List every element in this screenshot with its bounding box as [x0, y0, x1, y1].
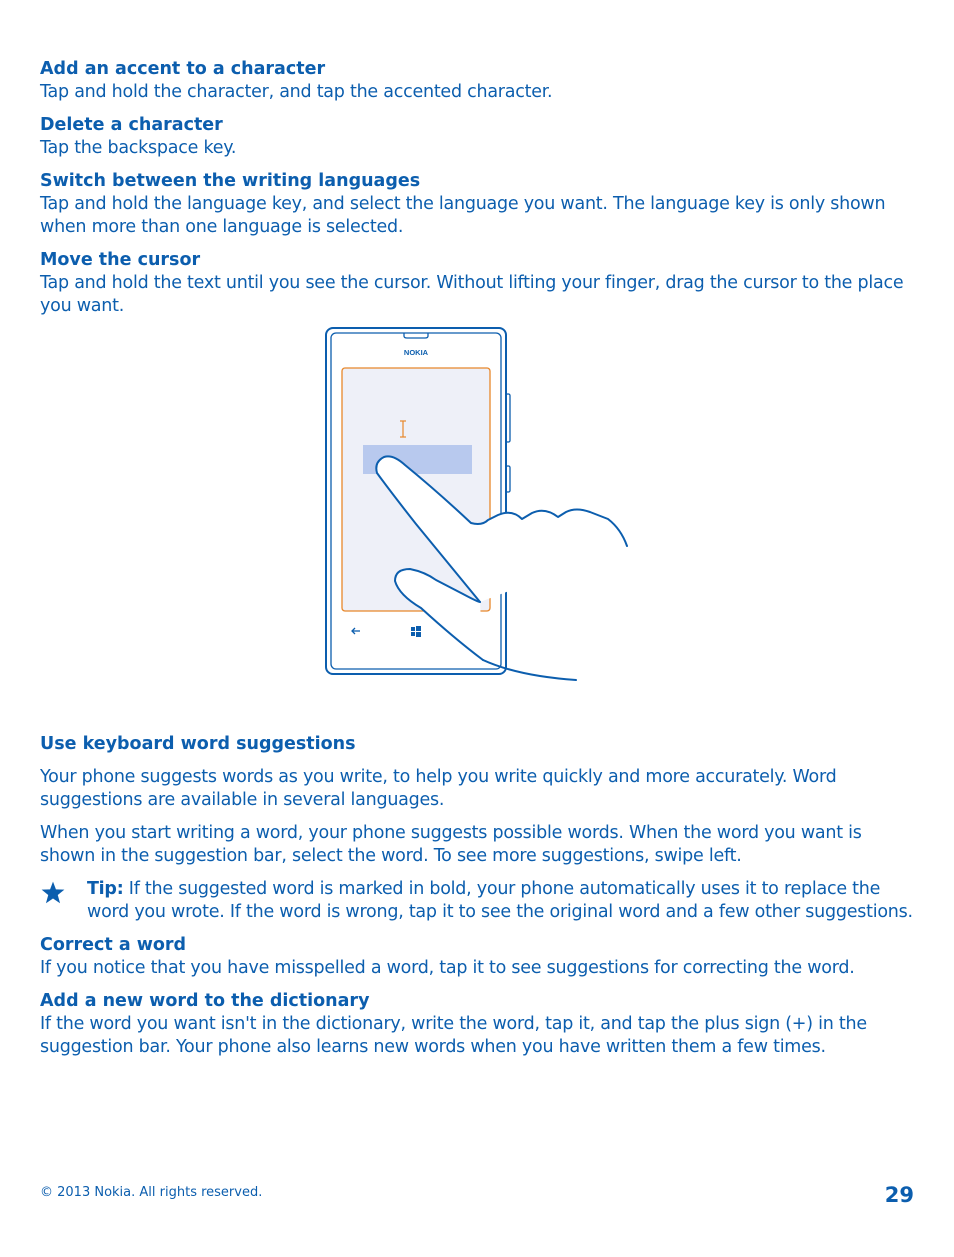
section-body: Tap the backspace key. — [40, 138, 237, 158]
keyboard-paragraph-2: When you start writing a word, your phone suggests possible words. When the word you want is shown in the suggestion bar, select the word. To see more suggestions, swipe left. — [40, 823, 862, 866]
tip-box — [40, 878, 920, 924]
keyboard-suggestions-block — [40, 733, 920, 1069]
star-icon — [40, 880, 66, 906]
top-instructions — [40, 58, 920, 328]
tip-label: Tip: — [87, 879, 124, 899]
section-switch-languages — [40, 170, 920, 239]
section-body: Tap and hold the character, and tap the accented character. — [40, 82, 553, 102]
keyboard-paragraph-1: Your phone suggests words as you write, to help you write quickly and more accurately. Word suggestions are available in several languages. — [40, 767, 837, 810]
tip-text: If the suggested word is marked in bold, your phone automatically uses it to replace the word you wrote. If the word is wrong, tap it to see the original word and a few other suggestions. — [87, 879, 913, 922]
volume-button — [506, 394, 510, 442]
section-delete-character — [40, 114, 920, 160]
section-heading: Add a new word to the dictionary — [40, 991, 370, 1011]
section-body: Tap and hold the language key, and select the language you want. The language key is only shown when more than one language is selected. — [40, 194, 886, 237]
section-body: Tap and hold the text until you see the cursor. Without lifting your finger, drag the cursor to the place you want. — [40, 273, 904, 316]
section-heading: Switch between the writing languages — [40, 171, 421, 191]
section-heading: Move the cursor — [40, 250, 201, 270]
section-move-cursor — [40, 249, 920, 318]
section-add-accent — [40, 58, 920, 104]
phone-illustration-svg — [318, 324, 638, 686]
section-heading-keyboard: Use keyboard word suggestions — [40, 734, 356, 754]
section-heading: Add an accent to a character — [40, 59, 326, 79]
section-heading: Correct a word — [40, 935, 187, 955]
section-add-new-word — [40, 990, 920, 1059]
section-body: If you notice that you have misspelled a word, tap it to see suggestions for correcting the word. — [40, 958, 855, 978]
section-heading: Delete a character — [40, 115, 223, 135]
copyright-notice: © 2013 Nokia. All rights reserved. — [40, 1185, 263, 1200]
phone-cursor-illustration — [318, 324, 638, 686]
brand-logo: NOKIA — [403, 348, 429, 357]
power-button — [506, 466, 510, 492]
page-number: 29 — [884, 1183, 914, 1207]
section-body: If the word you want isn't in the dictionary, write the word, tap it, and tap the plus sign (+) in the suggestion bar. Your phone also learns new words when you have written them a few times. — [40, 1014, 867, 1057]
section-correct-word — [40, 934, 920, 980]
